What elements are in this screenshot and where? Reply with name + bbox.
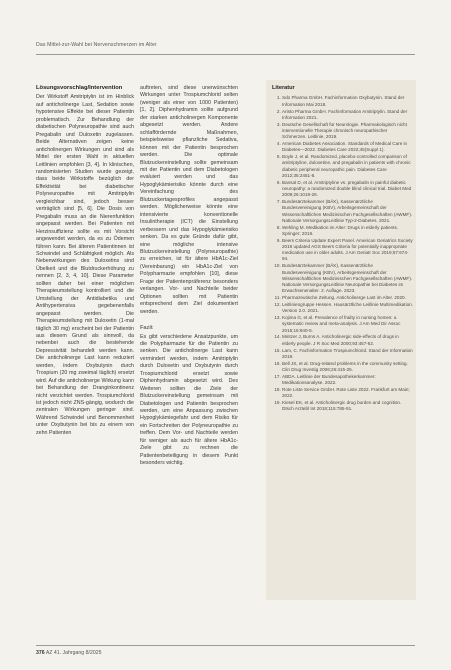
reference-item: 9. Beers Criteria Update Expert Panel. American Geriatrics Society 2019 updated AGS Beers Criteria for potentially inappropriate medication use in older adults. J Am Geriatr Soc 2019;67:674-94. [282,238,413,263]
intervention-text-continued: auftreten, sind diese unerwünschten Wirkungen unter Trospiumchlorid selten (weniger als einer von 1000 Patienten) [1, 2]. Diphenhydramin sollte aufgrund der starken anticholinergen Komponente abgesetzt werden. Andere schlaffördernde Maßnahmen, beispielsweise pflanzliche Sedativa, können mit der Patientin besprochen werden. Die optimale Blutzuckereinstellung sollte gemeinsam mit der Patientin und dem Diabetologen evaluiert werden und das Hypoglykämierisiko könnte durch eine Vereinfachung des Blutzuckertagesprofiles angepasst werden. Möglicherweise könnte eine intensivierte konventionelle Insulintherapie (ICT) die Einstellung verbessern und das Hypoglykämierisiko senken. Da es gute Gründe dafür gibt, eine mögliche intensive Blutzuckereinstellung (Polyneuropathie) zu erreichen, ist für ältere HbA1c-Ziel (Vereinbarung) ein HbA1c-Ziel von Polypharmazie empfohlen [10], diese Frage der Patientenpräferenz besonders verlangen. Vor- und Nachteile beider Optionen sollten mit Patientin entsprechend dem Ziel dokumentiert werden. [140,85,238,315]
page-footer [36,650,102,656]
reference-item: 5. Boyle J, et al. Randomized, placebo-controlled comparison of amitriptyline, duloxetine, and pregabalin in patients with chronic diabetic peripheral neuropathic pain. Diabetes Care 2012;35:2451-8. [282,154,413,179]
page-number: 376 [36,650,45,656]
literature-title: Literatur [272,85,295,91]
reference-item: 8. Wehling M. Medikation im Alter: Drugs in elderly patients. Springer; 2016. [282,225,413,238]
reference-item: 3. Deutsche Gesellschaft für Neurologie. Pharmakologisch nicht interventionelle Therapie chronisch neuropathischer Schmerzen. Leitlinie, 2019. [282,122,413,141]
footer-divider [36,645,415,646]
reference-item: 17. ABDA. Leitlinie der Bundesapothekerkammer: Medikationsanalyse. 2022. [282,374,413,387]
reference-item: 14. Mintzer J, Burns A. Anticholinergic side-effects of drugs in elderly people. J R Soc Med 2000;93:457-62. [282,334,413,347]
reference-item: 2. Aristo Pharma GmbH. Fachinformation Amitriptylin. Stand der Information 2021. [282,109,413,122]
section-title-fazit: Fazit [140,325,153,332]
reference-item: 4. American Diabetes Association. Standards of Medical Care in Diabetes—2022. Diabetes Care 2022;45(Suppl 1). [282,141,413,154]
reference-item: 18. Rote Liste Service GmbH. Rote Liste 2022. Frankfurt am Main; 2022. [282,387,413,400]
reference-item: 1. Sdo Pharma GmbH. Fachinformation Oxybutynin. Stand der Information Mai 2018. [282,95,413,108]
reference-item: 7. Bundesärztekammer (BÄK), Kassenärztliche Bundesvereinigung (KBV), Arbeitsgemeinschaft der Wissenschaftlichen Medizinischen Fachgesellschaften (AWMF). Nationale VersorgungsLeitlinie Typ-2-Diabetes. 2021. [282,199,413,224]
section-title-intervention: Lösungsvorschlag/Intervention [36,85,123,91]
reference-item: 6. Bansal D, et al. Amitriptyline vs. pregabalin in painful diabetic neuropathy: a randomized double blind clinical trial. Diabet Med 2009;26:1019-26. [282,180,413,199]
reference-item: 19. Kiesel EK, et al. Anticholinergic drug burden and cognition. Dtsch Arztebl Int 2018;115:785-91. [282,400,413,413]
column-middle [140,85,238,468]
reference-item: 15. Lam, C. Fachinformation Trospiumchlorid. Stand der Information 2019. [282,348,413,361]
fazit-text: Es gibt verschiedene Ansatzpunkte, um die Polypharmazie für die Patientin zu senken. Die anticholinerge Last kann vermindert werden, indem Amitriptylin durch Duloxetin und Oxybutynin durch Trospiumchlorid ersetzt sowie Diphenhydramin abgesetzt wird. Des Weiteren sollten die Ziele der Blutzuckereinstellung gemeinsam mit Diabetologen und Patientin besprochen werden, um eine Anpassung zwischen Hypoglykämiegefahr und dem Risiko für ein Fortschreiten der Polyneuropathie zu treffen. Dem Vor- und Nachteile werden für weniger als auch für ältere HbA1c-Ziele gibt zu rechnen die Patientenbeteiligung in diesem Punkt besonders wichtig. [140,333,238,467]
header-divider [36,54,415,55]
reference-item: 12. Leitliniengruppe Hessen. Hausärztliche Leitlinie Multimedikation. Version 2.0. 2021. [282,302,413,315]
reference-item: 10. Bundesärztekammer (BÄK), Kassenärztliche Bundesvereinigung (KBV), Arbeitsgemeinschaft der Wissenschaftlichen Medizinischen Fachgesellschaften (AWMF). Nationale VersorgungsLeitlinie Neuropathie bei Diabetes im Erwachsenenalter. 2. Auflage. 2023. [282,263,413,294]
reference-item: 16. Bell JS, et al. Drug-related problems in the community setting. Clin Drug Investig 2006;26:415-25. [282,361,413,374]
reference-item: 13. Kojima G, et al. Prevalence of frailty in nursing homes: a systematic review and meta-analysis. J Am Med Dir Assoc 2015;16:940-5. [282,315,413,334]
reference-list [272,95,413,412]
journal-issue: 41. Jahrgang 8/2025 [53,650,102,656]
intervention-text: Der Wirkstoff Amitriptylin ist im Hinblick auf anticholinerge Last, Sedation sowie hypotensive Effekte bei dieser Patientin problematisch. Zur Behandlung der diabetischen Polyneuropathie sind auch Pregabalin und Duloxetin zugelassen. Beide Alternativen zeigen keine anticholinergen Wirkungen und sind als Mittel der ersten Wahl in aktuellen Leitlinien empfohlen [3, 4]. In klinischen, randomisierten Studien wurde gezeigt, dass beide Wirkstoffe bezüglich der Effektivität bei diabetischer Polyneuropathie mit Amitriptylin vergleichbar sind, jedoch besser verträglich sind [5, 6]. Die Dosis von Pregabalin muss an die Nierenfunktion angepasst werden. Bei Patienten mit Herzinsuffizienz sollte es mit Vorsicht angewendet werden, da es zu Ödemen führen kann. Bei älteren Patientinnen ist Schwindel und Schläfrigkeit möglich. Als Nebenwirkungen des Duloxetins sind Übelkeit und die Blutdruckerhöhung zu nennen [2, 3, 4, 10]. Diese Parameter sollten daher bei einer möglichen Therapieumstellung kontrolliert und die Umstellung der Antidiabetika und Antihypertensiva gegebenenfalls angepasst werden. Die Therapieumstellung mit Duloxetin (1-mal täglich 30 mg) erscheint bei der Patientin aus diesem Grund als sinnvoll, da nebenbei auch die bestehende Depressivität behandelt werden kann. Die anticholinerge Last kann reduziert werden, indem Oxybutynin durch Trospium (20 mg zweimal täglich) ersetzt wird. Auf die anticholinerge Wirkung kann bei Behandlung der Dranginkontinenz nicht verzichtet werden. Trospiumchlorid ist jedoch nicht ZNS-gängig, wodurch die zentralen Wirkungen geringer sind. Während Schwindel und Benommenheit unter Oxybutynin bei bis zu einem von zehn Patienten [36,94,134,436]
journal-name: AZ [45,650,53,656]
running-header: Das Mittel-zur-Wahl bei Nervenschmerzen im Alter [36,42,157,48]
column-literature [272,85,413,413]
reference-item: 11. Pharmazeutische Zeitung. Anticholinerge Last im Alter. 2020. [282,295,413,301]
column-left [36,85,134,437]
